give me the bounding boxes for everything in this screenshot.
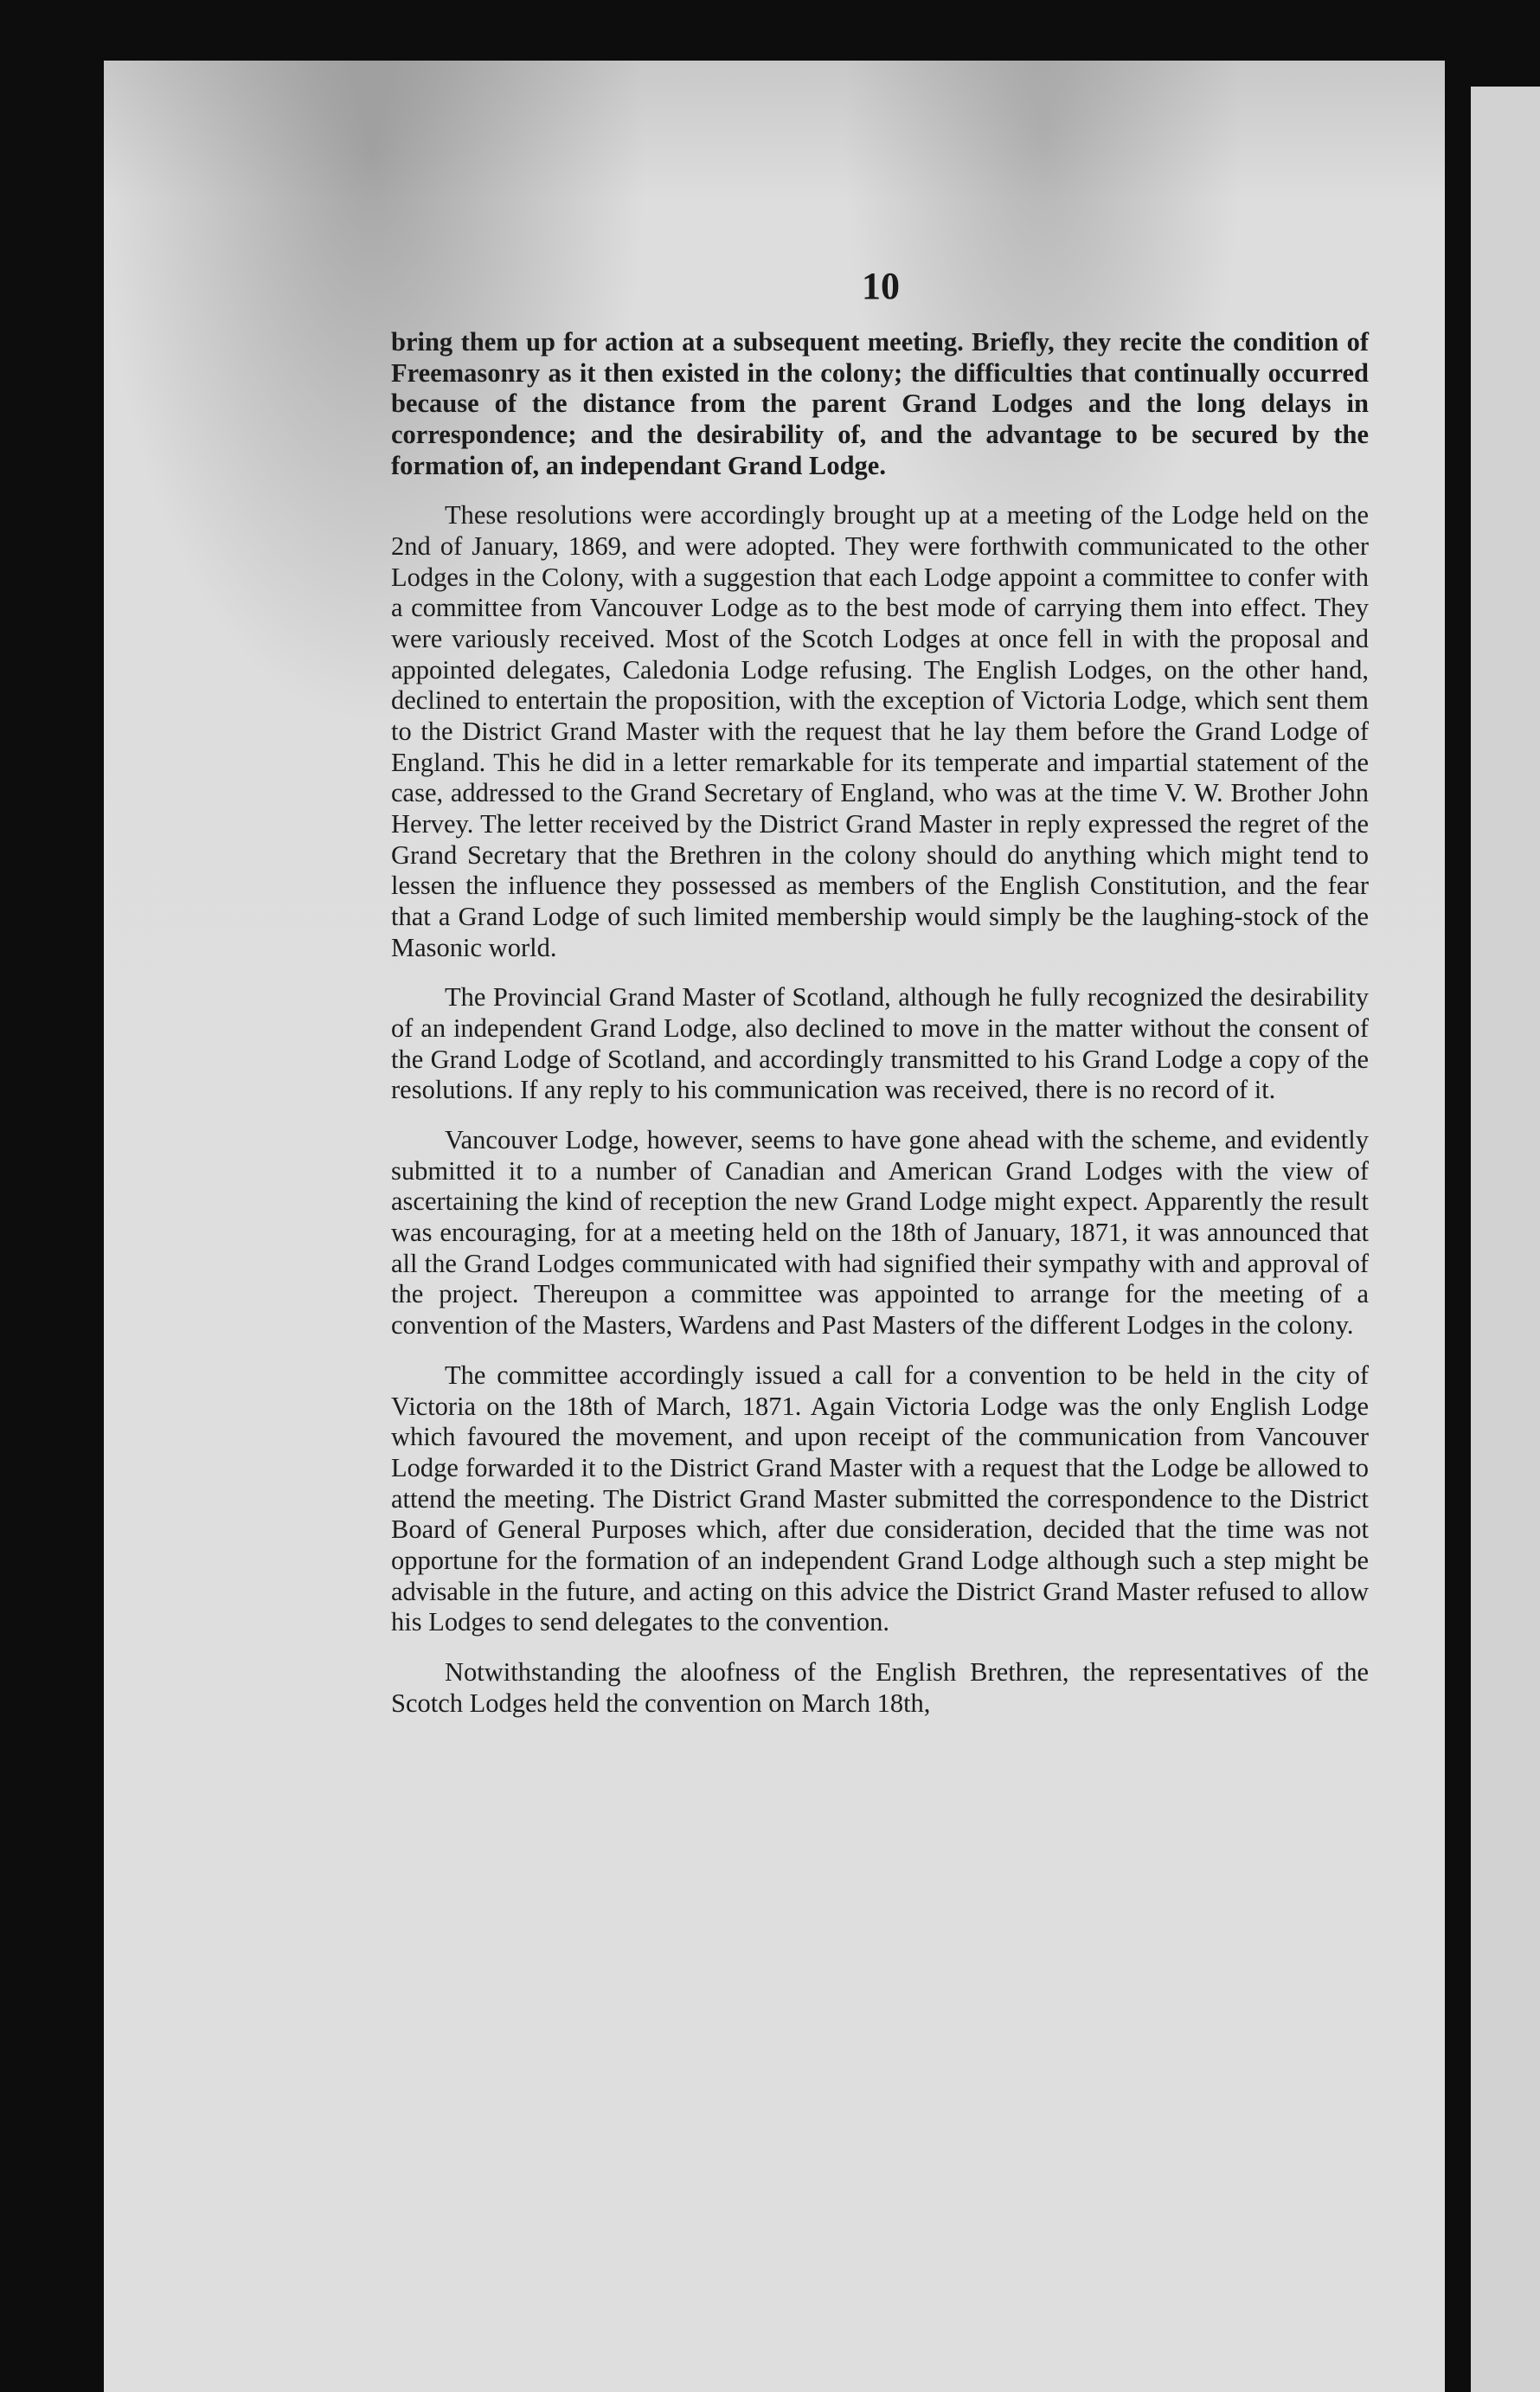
paragraph-notwithstanding: Notwithstanding the aloofness of the English Brethren, the representatives of the Scotch Lodges held the convention on March 18th,	[391, 1656, 1369, 1718]
paragraph-resolutions: These resolutions were accordingly brought up at a meeting of the Lodge held on the 2nd of January, 1869, and were adopted. They were forthwith communicated to the other Lodges in the Colony, with a suggestion that each Lodge appoint a committee to confer with a committee from Vancouver Lodge as to the best mode of carrying them into effect. They were variously received. Most of the Scotch Lodges at once fell in with the proposal and appointed delegates, Caledonia Lodge refusing. The English Lodges, on the other hand, declined to entertain the proposition, with the exception of Victoria Lodge, which sent them to the District Grand Master with the request that he lay them before the Grand Lodge of England. This he did in a letter remarkable for its temperate and impartial statement of the case, addressed to the Grand Secretary of England, who was at the time V. W. Brother John Hervey. The letter received by the District Grand Master in reply expressed the regret of the Grand Secretary that the Brethren in the colony should do anything which might tend to lessen the influence they possessed as members of the English Constitution, and the fear that a Grand Lodge of such limited membership would simply be the laughing-stock of the Masonic world.	[391, 500, 1369, 962]
adjacent-page-edge	[1471, 87, 1540, 2392]
paragraph-vancouver-lodge: Vancouver Lodge, however, seems to have gone ahead with the scheme, and evidently submitted it to a number of Canadian and American Grand Lodges with the view of ascertaining the kind of reception the new Grand Lodge might expect. Apparently the result was encouraging, for at a meeting held on the 18th of January, 1871, it was announced that all the Grand Lodges communicated with had signified their sympathy with and approval of the project. Thereupon a committee was appointed to arrange for the meeting of a convention of the Masters, Wardens and Past Masters of the different Lodges in the colony.	[391, 1125, 1369, 1341]
body-text	[391, 327, 1369, 1738]
paragraph-provincial-grand-master: The Provincial Grand Master of Scotland, although he fully recognized the desirability of an independent Grand Lodge, also declined to move in the matter without the consent of the Grand Lodge of Scotland, and accordingly transmitted to his Grand Lodge a copy of the resolutions. If any reply to his communication was received, there is no record of it.	[391, 982, 1369, 1105]
paragraph-committee-call: The committee accordingly issued a call for a convention to be held in the city of Victoria on the 18th of March, 1871. Again Victoria Lodge was the only English Lodge which favoured the movement, and upon receipt of the communication from Vancouver Lodge forwarded it to the District Grand Master with a request that the Lodge be allowed to attend the meeting. The District Grand Master submitted the correspondence to the District Board of General Purposes which, after due consideration, decided that the time was not opportune for the formation of an independent Grand Lodge although such a step might be advisable in the future, and acting on this advice the District Grand Master refused to allow his Lodges to send delegates to the convention.	[391, 1360, 1369, 1637]
page-number: 10	[862, 265, 900, 307]
paragraph-continuation: bring them up for action at a subsequent meeting. Briefly, they recite the condition of Freemasonry as it then existed in the colony; the difficulties that continually occurred because of the distance from the parent Grand Lodges and the long delays in correspondence; and the desirability of, and the advantage to be secured by the formation of, an independant Grand Lodge.	[391, 327, 1369, 480]
